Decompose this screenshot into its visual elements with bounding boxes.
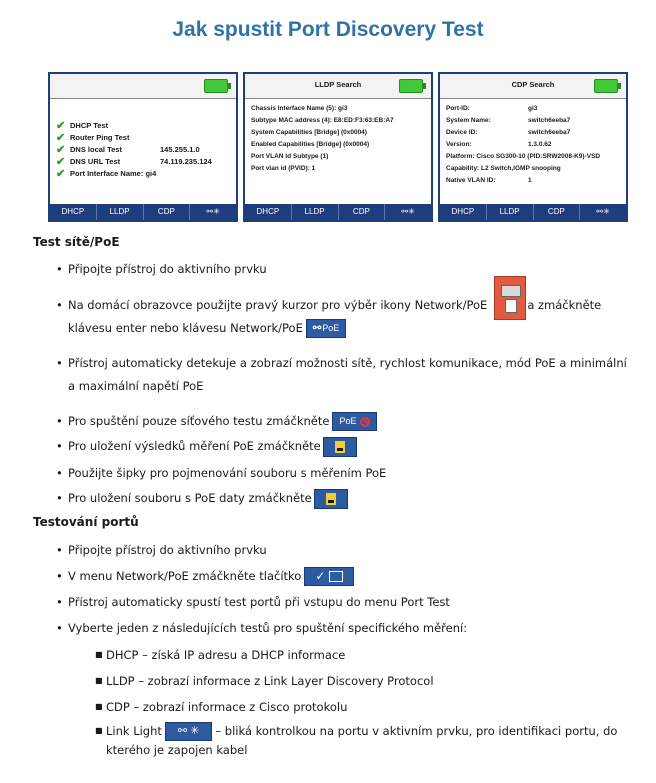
no-symbol-icon (360, 417, 370, 427)
section-heading-network-test: Test sítě/PoE (33, 235, 120, 249)
screen-footer (50, 204, 236, 220)
footer-lldp-button[interactable]: LLDP (97, 204, 144, 220)
screen-header (50, 74, 236, 99)
list-item: • Připojte přístroj do aktivního prvku (56, 262, 267, 276)
check-icon: ✔ (56, 143, 66, 156)
check-icon: ✓ (315, 569, 326, 583)
chain-link-icon: ⚯ (312, 323, 320, 334)
info-value: 1.3.0.62 (528, 141, 552, 148)
footer-cdp-button[interactable]: CDP (534, 204, 581, 220)
list-item: • Přístroj automaticky detekuje a zobrazí možnosti sítě, rychlost komunikace, mód PoE a minimální a maximální napětí PoE (56, 356, 627, 393)
info-row (446, 127, 620, 139)
battery-icon (204, 79, 228, 93)
link-light-icon: ⚯ ✳ (177, 725, 200, 737)
cdp-info (440, 99, 626, 191)
info-value: switch6eeba7 (528, 117, 571, 124)
result-label: DNS local Test (70, 144, 122, 154)
footer-link-light-button[interactable]: ⚯✳ (206, 207, 220, 216)
list-item: • Použijte šipky pro pojmenování souboru s měřením PoE (56, 466, 387, 480)
sub-list-item: ■ Link Light ⚯ ✳ – bliká kontrolkou na portu v aktivním prvku, pro identifikaci portu, do kterého je zapojen kabel (95, 724, 618, 757)
info-key: Device ID: (446, 129, 478, 136)
info-value: 1 (528, 177, 532, 184)
poe-off-button[interactable]: PoE (332, 412, 377, 431)
port-icon (329, 571, 343, 582)
footer-link-light-button[interactable]: ⚯✳ (401, 207, 415, 216)
screen-dhcp (48, 72, 238, 222)
info-row (446, 103, 620, 115)
result-value: 145.255.1.0 (160, 144, 200, 154)
info-line: Enabled Capabilities [Bridge] (0x0004) (251, 141, 370, 148)
check-icon: ✔ (56, 167, 66, 180)
save-icon[interactable] (323, 437, 357, 457)
section-heading-port-test: Testování portů (33, 515, 139, 529)
result-label: Port Interface Name: gi4 (70, 168, 157, 178)
result-label: DNS URL Test (70, 156, 121, 166)
info-key: Native VLAN ID: (446, 177, 496, 184)
list-item: • Pro uložení výsledků měření PoE zmáčkněte (56, 435, 636, 457)
info-row (446, 115, 620, 127)
result-value: 74.119.235.124 (160, 156, 212, 166)
screen-title: CDP Search (511, 80, 555, 89)
network-poe-key[interactable]: ⚯ PoE (306, 319, 346, 338)
list-item: • Vyberte jeden z následujících testů pro spuštění specifického měření: (56, 621, 468, 635)
footer-dhcp-button[interactable]: DHCP (440, 204, 487, 220)
screen-lldp (243, 72, 433, 222)
screen-footer (440, 204, 626, 220)
check-icon: ✔ (56, 131, 66, 144)
footer-lldp-button[interactable]: LLDP (292, 204, 339, 220)
battery-icon (594, 79, 618, 93)
info-row (446, 139, 620, 151)
list-item: • V menu Network/PoE zmáčkněte tlačítko ✓ (56, 565, 636, 587)
sub-list-item: ■ DHCP – získá IP adresu a DHCP informace (95, 648, 346, 662)
info-line: Capability: L2 Switch,IGMP snooping (446, 165, 561, 172)
list-item: • Pro uložení souboru s PoE daty zmáčkněte (56, 487, 636, 509)
check-icon: ✔ (56, 155, 66, 168)
link-light-button[interactable] (165, 722, 213, 741)
info-value: gi3 (528, 105, 538, 112)
info-key: Version: (446, 141, 472, 148)
footer-dhcp-button[interactable]: DHCP (245, 204, 292, 220)
footer-cdp-button[interactable]: CDP (339, 204, 386, 220)
info-line: Port vlan id (PVID): 1 (251, 165, 316, 172)
list-item: • Pro spuštění pouze síťového testu zmáčkněte PoE (56, 410, 636, 432)
page-title: Jak spustit Port Discovery Test (172, 18, 484, 41)
list-item: • Přístroj automaticky spustí test portů při vstupu do menu Port Test (56, 595, 450, 609)
sub-list-item: ■ LLDP – zobrazí informace z Link Layer Discovery Protocol (95, 674, 434, 688)
result-label: Router Ping Test (70, 132, 130, 142)
dhcp-results (56, 119, 212, 179)
port-test-button[interactable] (304, 567, 353, 586)
info-line: System Capabilities [Bridge] (0x0004) (251, 129, 367, 136)
footer-link-light-button[interactable]: ⚯✳ (596, 207, 610, 216)
lldp-info (245, 99, 431, 179)
info-row (446, 175, 620, 187)
screen-header (440, 74, 626, 99)
info-key: System Name: (446, 117, 491, 124)
info-line: Port VLAN Id Subtype (1) (251, 153, 329, 160)
check-icon: ✔ (56, 119, 66, 132)
screen-title: LLDP Search (314, 80, 362, 89)
footer-dhcp-button[interactable]: DHCP (50, 204, 97, 220)
dhcp-result-row (56, 155, 212, 167)
info-line: Platform: Cisco SG300-10 (PID:SRW2008-K9)-VSD (446, 153, 601, 160)
battery-icon (399, 79, 423, 93)
list-item: • Na domácí obrazovce použijte pravý kurzor pro výběr ikony Network/PoE a zmáčkněte klávesu enter nebo klávesu Network/PoE ⚯ PoE (56, 294, 636, 340)
dhcp-result-row (56, 143, 212, 155)
screen-footer (245, 204, 431, 220)
result-label: DHCP Test (70, 120, 109, 130)
dhcp-result-row (56, 119, 212, 131)
footer-lldp-button[interactable]: LLDP (487, 204, 534, 220)
info-key: Port-ID: (446, 105, 470, 112)
footer-cdp-button[interactable]: CDP (144, 204, 191, 220)
info-value: switch6eeba7 (528, 129, 571, 136)
screen-header (245, 74, 431, 99)
screen-cdp (438, 72, 628, 222)
list-item: • Připojte přístroj do aktivního prvku (56, 543, 267, 557)
sub-list-item: ■ CDP – zobrazí informace z Cisco protokolu (95, 700, 348, 714)
info-line: Chassis Interface Name (5): gi3 (251, 105, 348, 112)
dhcp-result-row (56, 167, 212, 179)
save-icon[interactable] (314, 489, 348, 509)
dhcp-result-row (56, 131, 212, 143)
info-line: Subtype MAC address (4): E8:ED:F3:63:EB:A7 (251, 117, 394, 124)
